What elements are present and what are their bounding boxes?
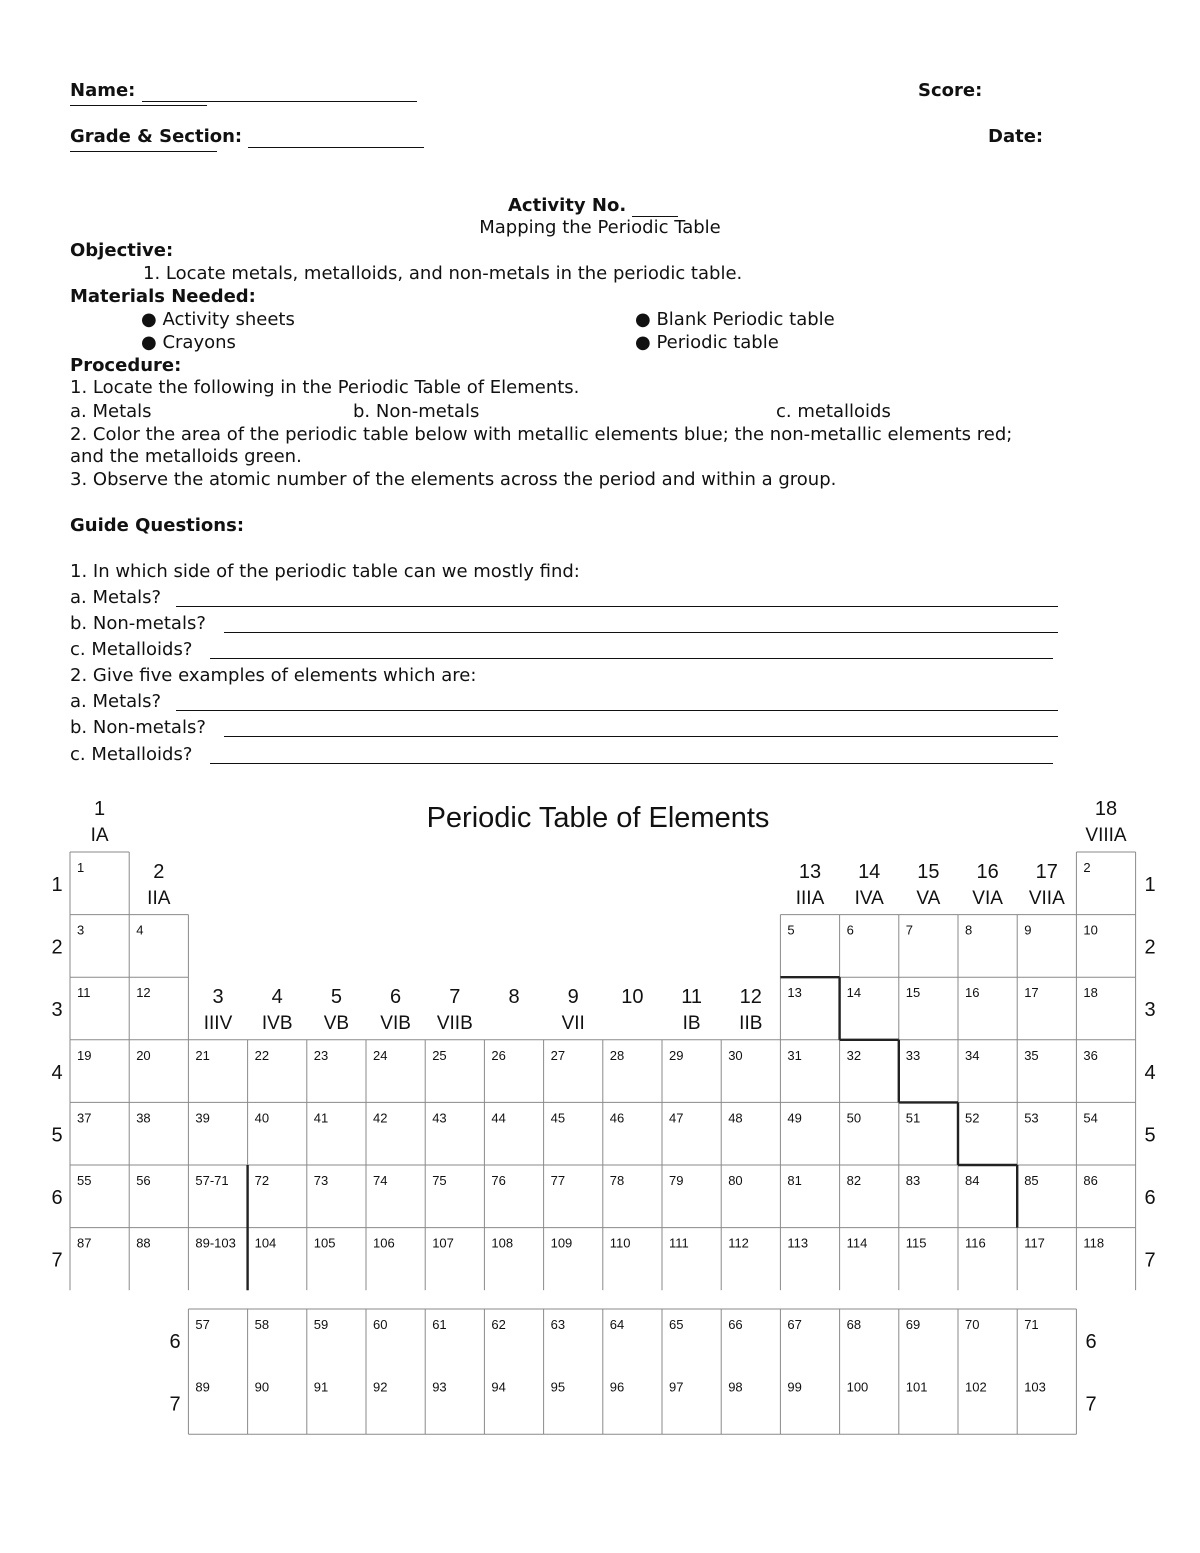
element-cell-number: 80	[728, 1173, 743, 1188]
group-label: IIIV	[203, 1013, 233, 1034]
element-cell-number: 53	[1024, 1110, 1039, 1126]
element-cell-number: 37	[77, 1110, 92, 1126]
element-cell-number: 24	[373, 1047, 388, 1063]
element-cell-number: 35	[1024, 1047, 1039, 1063]
element-cell-number: 1	[77, 860, 85, 875]
element-cell-number: 110	[609, 1235, 631, 1251]
element-cell-number: 57	[195, 1317, 210, 1332]
group-number: 10	[621, 986, 644, 1008]
element-cell-number: 45	[550, 1110, 566, 1126]
element-cell-number: 84	[965, 1173, 980, 1188]
element-cell-number: 101	[905, 1379, 928, 1395]
element-cell-number: 29	[669, 1047, 684, 1063]
objective-item: 1. Locate metals, metalloids, and non-metals in the periodic table.	[143, 263, 743, 284]
element-cell-number: 31	[787, 1047, 802, 1063]
element-cell-number: 88	[136, 1235, 151, 1251]
element-cell-number: 65	[669, 1317, 684, 1332]
element-cell-number: 102	[965, 1379, 987, 1395]
element-cell-number: 14	[846, 985, 862, 1001]
element-cell-number: 73	[313, 1173, 329, 1188]
guide-q2b: b. Non-metals?	[70, 717, 206, 738]
material-label: Blank Periodic table	[656, 309, 835, 330]
procedure-step-2-cont: and the metalloids green.	[70, 446, 302, 467]
period-label: 4	[51, 1061, 63, 1084]
element-cell-number: 52	[965, 1110, 980, 1126]
element-cell-number: 89	[195, 1379, 210, 1395]
element-cell-number: 105	[313, 1235, 336, 1251]
element-cell-number: 92	[373, 1379, 388, 1395]
element-cell-number: 8	[965, 922, 973, 938]
element-cell-number: 90	[254, 1379, 270, 1395]
element-cell-number: 83	[905, 1173, 921, 1188]
period-label: 6	[51, 1187, 63, 1209]
material-label: Crayons	[162, 332, 236, 353]
group-label: IA	[90, 825, 109, 846]
element-cell-number: 91	[313, 1379, 329, 1395]
element-cell-number: 99	[787, 1379, 802, 1395]
element-cell-number: 57-71	[195, 1173, 229, 1188]
element-cell-number: 113	[787, 1235, 809, 1251]
element-cell-number: 46	[609, 1110, 625, 1126]
element-cell-number: 18	[1083, 985, 1098, 1001]
group-number: 17	[1035, 861, 1058, 883]
element-cell-number: 87	[77, 1235, 92, 1251]
element-cell-number: 9	[1024, 922, 1032, 938]
period-label: 4	[1144, 1061, 1156, 1084]
element-cell-number: 59	[313, 1317, 329, 1332]
guide-question-2: 2. Give five examples of elements which are:	[70, 665, 477, 686]
element-cell-number: 4	[136, 922, 144, 938]
group-number: 18	[1094, 798, 1118, 820]
element-cell-number: 71	[1024, 1317, 1039, 1332]
period-label: 7	[169, 1393, 181, 1416]
element-cell-number: 70	[965, 1317, 980, 1332]
element-cell-number: 66	[728, 1317, 743, 1332]
bullet-icon: ●	[141, 332, 157, 353]
group-number: 5	[330, 986, 342, 1008]
element-cell-number: 27	[550, 1047, 566, 1063]
element-cell-number: 28	[609, 1047, 625, 1063]
element-cell-number: 75	[432, 1173, 447, 1188]
element-cell-number: 38	[136, 1110, 151, 1126]
group-number: 3	[212, 986, 224, 1008]
group-number: 13	[798, 861, 822, 883]
element-cell-number: 72	[254, 1173, 270, 1188]
element-cell-number: 10	[1083, 922, 1098, 938]
periodic-table-title: Periodic Table of Elements	[426, 802, 770, 834]
material-label: Activity sheets	[162, 309, 295, 330]
element-cell-number: 36	[1083, 1047, 1098, 1063]
element-cell-number: 20	[136, 1047, 151, 1063]
element-cell-number: 69	[905, 1317, 921, 1332]
element-cell-number: 40	[254, 1110, 270, 1126]
group-label: IIIA	[795, 888, 825, 909]
element-cell-number: 108	[491, 1235, 514, 1251]
element-cell-number: 93	[432, 1379, 447, 1395]
element-cell-number: 81	[787, 1173, 802, 1188]
procedure-option-a: a. Metals	[70, 401, 152, 422]
activity-subtitle: Mapping the Periodic Table	[479, 217, 721, 238]
element-cell-number: 115	[905, 1235, 927, 1251]
guide-q2c: c. Metalloids?	[70, 744, 193, 765]
element-cell-number: 78	[609, 1173, 625, 1188]
group-label: VIB	[380, 1013, 411, 1034]
period-label: 6	[169, 1331, 181, 1353]
period-label: 2	[51, 936, 63, 959]
element-cell-number: 43	[432, 1110, 447, 1126]
period-label: 3	[51, 999, 63, 1022]
element-cell-number: 6	[846, 922, 854, 938]
element-cell-number: 104	[254, 1235, 277, 1251]
procedure-option-b: b. Non-metals	[353, 401, 480, 422]
element-cell-number: 106	[373, 1235, 395, 1251]
element-cell-number: 96	[609, 1379, 625, 1395]
element-cell-number: 48	[728, 1110, 743, 1126]
bullet-icon: ●	[635, 332, 651, 353]
element-cell-number: 25	[432, 1047, 447, 1063]
element-cell-number: 21	[195, 1047, 210, 1063]
group-label: IB	[682, 1013, 701, 1034]
element-cell-number: 103	[1024, 1379, 1046, 1395]
element-cell-number: 47	[669, 1110, 684, 1126]
grade-section-label: Grade & Section:	[70, 126, 243, 147]
element-cell-number: 76	[491, 1173, 506, 1188]
procedure-step-1: 1. Locate the following in the Periodic Table of Elements.	[70, 377, 580, 398]
element-cell-number: 63	[550, 1317, 566, 1332]
element-cell-number: 61	[432, 1317, 447, 1332]
element-cell-number: 98	[728, 1379, 743, 1395]
element-cell-number: 62	[491, 1317, 506, 1332]
element-cell-number: 15	[905, 985, 921, 1001]
materials-heading: Materials Needed:	[70, 286, 256, 307]
element-cell-number: 5	[787, 922, 795, 938]
element-cell-number: 112	[728, 1235, 749, 1251]
period-label: 1	[1144, 874, 1156, 896]
guide-q1a: a. Metals?	[70, 587, 162, 608]
name-label: Name:	[70, 80, 136, 101]
score-label: Score:	[918, 80, 983, 101]
group-number: 7	[449, 986, 461, 1008]
group-number: 12	[739, 986, 762, 1008]
element-cell-number: 7	[905, 922, 914, 938]
element-cell-number: 32	[846, 1047, 862, 1063]
group-label: VIA	[972, 888, 1003, 909]
period-label: 7	[1144, 1249, 1156, 1272]
group-number: 9	[567, 986, 579, 1008]
element-cell-number: 26	[491, 1047, 506, 1063]
element-cell-number: 49	[787, 1110, 802, 1126]
element-cell-number: 79	[669, 1173, 684, 1188]
element-cell-number: 33	[905, 1047, 921, 1063]
group-number: 8	[508, 986, 520, 1008]
element-cell-number: 50	[846, 1110, 862, 1126]
material-label: Periodic table	[656, 332, 779, 353]
period-label: 7	[1085, 1393, 1097, 1416]
objective-heading: Objective:	[70, 240, 174, 261]
element-cell-number: 34	[965, 1047, 980, 1063]
element-cell-number: 118	[1083, 1235, 1105, 1251]
group-label: IIA	[147, 888, 171, 909]
element-cell-number: 117	[1024, 1235, 1045, 1251]
element-cell-number: 86	[1083, 1173, 1098, 1188]
period-label: 6	[1144, 1187, 1156, 1209]
element-cell-number: 77	[550, 1173, 566, 1188]
procedure-step-3: 3. Observe the atomic number of the elements across the period and within a group.	[70, 469, 837, 490]
element-cell-number: 51	[905, 1110, 921, 1126]
bullet-icon: ●	[141, 309, 157, 330]
guide-q1b: b. Non-metals?	[70, 613, 206, 634]
group-label: VIIIA	[1085, 825, 1127, 846]
group-label: IVB	[261, 1013, 293, 1034]
element-cell-number: 111	[669, 1235, 689, 1251]
element-cell-number: 55	[77, 1173, 92, 1188]
element-cell-number: 22	[254, 1047, 270, 1063]
element-cell-number: 12	[136, 985, 151, 1001]
element-cell-number: 95	[550, 1379, 566, 1395]
guide-q2a: a. Metals?	[70, 691, 162, 712]
period-label: 7	[51, 1249, 63, 1272]
period-label: 5	[1144, 1124, 1156, 1147]
element-cell-number: 109	[550, 1235, 573, 1251]
procedure-heading: Procedure:	[70, 355, 182, 376]
element-cell-number: 64	[609, 1317, 625, 1332]
period-label: 2	[1144, 936, 1156, 959]
element-cell-number: 82	[846, 1173, 862, 1188]
procedure-step-2: 2. Color the area of the periodic table below with metallic elements blue; the non-metallic elements red;	[70, 424, 1013, 445]
guide-q1c: c. Metalloids?	[70, 639, 193, 660]
element-cell-number: 54	[1083, 1110, 1098, 1126]
element-cell-number: 89-103	[195, 1235, 236, 1251]
element-cell-number: 56	[136, 1173, 151, 1188]
element-cell-number: 94	[491, 1379, 506, 1395]
element-cell-number: 60	[373, 1317, 388, 1332]
element-cell-number: 42	[373, 1110, 388, 1126]
element-cell-number: 3	[77, 922, 85, 938]
group-label: IVA	[854, 888, 884, 909]
group-number: 1	[94, 798, 106, 820]
group-number: 11	[681, 986, 702, 1008]
guide-heading: Guide Questions:	[70, 515, 245, 536]
element-cell-number: 41	[313, 1110, 329, 1126]
bullet-icon: ●	[635, 309, 651, 330]
element-cell-number: 68	[846, 1317, 862, 1332]
element-cell-number: 44	[491, 1110, 506, 1126]
group-number: 14	[858, 861, 881, 883]
group-label: VA	[916, 888, 941, 909]
group-label: VIIB	[436, 1013, 473, 1034]
period-label: 6	[1085, 1331, 1097, 1353]
element-cell-number: 74	[373, 1173, 388, 1188]
element-cell-number: 114	[846, 1235, 868, 1251]
group-number: 6	[390, 986, 402, 1008]
group-label: VIIA	[1028, 888, 1065, 909]
element-cell-number: 30	[728, 1047, 743, 1063]
element-cell-number: 85	[1024, 1173, 1039, 1188]
element-cell-number: 2	[1083, 860, 1091, 875]
group-number: 2	[153, 861, 165, 883]
element-cell-number: 116	[965, 1235, 986, 1251]
element-cell-number: 17	[1024, 985, 1039, 1001]
element-cell-number: 97	[669, 1379, 684, 1395]
element-cell-number: 23	[313, 1047, 329, 1063]
group-number: 4	[271, 986, 283, 1008]
date-label: Date:	[988, 126, 1044, 147]
group-label: VII	[561, 1013, 585, 1034]
element-cell-number: 16	[965, 985, 980, 1001]
element-cell-number: 13	[787, 985, 802, 1001]
period-label: 5	[51, 1124, 63, 1147]
element-cell-number: 19	[77, 1047, 92, 1063]
activity-title-text: Activity No.	[508, 195, 627, 216]
period-label: 3	[1144, 999, 1156, 1022]
procedure-option-c: c. metalloids	[776, 401, 891, 422]
guide-question-1: 1. In which side of the periodic table can we mostly find:	[70, 561, 580, 582]
group-label: VB	[323, 1013, 350, 1034]
element-cell-number: 58	[254, 1317, 270, 1332]
group-number: 16	[976, 861, 999, 883]
period-label: 1	[51, 874, 63, 896]
group-number: 15	[917, 861, 940, 883]
element-cell-number: 100	[846, 1379, 869, 1395]
group-label: IIB	[739, 1013, 763, 1034]
element-cell-number: 107	[432, 1235, 454, 1251]
element-cell-number: 67	[787, 1317, 802, 1332]
element-cell-number: 39	[195, 1110, 210, 1126]
element-cell-number: 11	[77, 985, 91, 1001]
